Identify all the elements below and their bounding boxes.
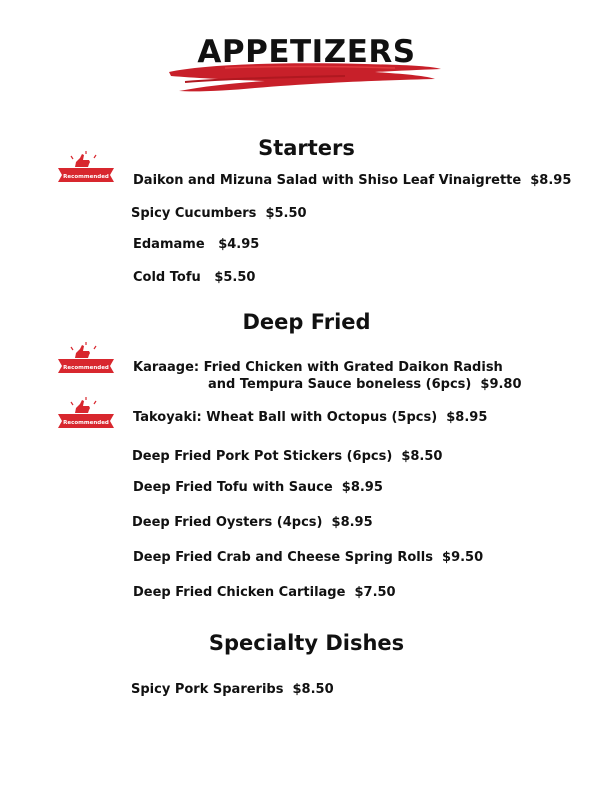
recommended-badge-icon [56,150,116,186]
page-title: APPETIZERS [197,34,416,70]
badge-label: Recommended [63,420,109,426]
item-name: Deep Fried Oysters (4pcs) [132,515,323,530]
badge-label: Recommended [63,365,109,371]
item-price: $4.95 [218,237,260,252]
item-name: Takoyaki: Wheat Ball with Octopus (5pcs) [133,410,438,425]
menu-item [133,236,259,253]
item-price: $9.80 [480,377,522,392]
recommended-badge-icon [56,396,116,432]
menu-item [131,205,307,222]
item-name: Deep Fried Pork Pot Stickers (6pcs) [132,449,393,464]
section-title-starters: Starters [258,136,355,160]
item-price: $7.50 [354,585,396,600]
item-name: Edamame [133,237,205,252]
menu-item [133,409,487,426]
item-name: Deep Fried Chicken Cartilage [133,585,346,600]
item-name: Cold Tofu [133,270,201,285]
page-header [0,0,613,110]
item-price: $5.50 [214,270,256,285]
recommended-badge-icon [56,341,116,377]
badge-label: Recommended [63,174,109,180]
item-name: Karaage: Fried Chicken with Grated Daikon Radish [133,360,503,375]
item-name: Deep Fried Crab and Cheese Spring Rolls [133,550,433,565]
item-price: $8.95 [530,173,572,188]
item-price: $5.50 [265,206,307,221]
menu-item [133,269,255,286]
menu-item [131,681,334,698]
item-price: $8.95 [341,480,383,495]
item-name: Deep Fried Tofu with Sauce [133,480,333,495]
menu-item [133,359,522,393]
menu-item [133,584,396,601]
item-name-continued: and Tempura Sauce boneless (6pcs) [208,377,472,392]
menu-item [132,514,373,531]
item-price: $8.50 [292,682,334,697]
menu-item [133,479,383,496]
item-name: Spicy Pork Spareribs [131,682,284,697]
item-price: $8.95 [331,515,373,530]
item-price: $8.95 [446,410,488,425]
item-name: Daikon and Mizuna Salad with Shiso Leaf Vinaigrette [133,173,522,188]
menu-item [133,549,483,566]
item-price: $9.50 [442,550,484,565]
menu-item [132,448,442,465]
section-title-deep-fried: Deep Fried [242,310,371,334]
item-name: Spicy Cucumbers [131,206,257,221]
item-price: $8.50 [401,449,443,464]
section-title-specialty-dishes: Specialty Dishes [208,631,405,655]
menu-item [133,172,571,189]
